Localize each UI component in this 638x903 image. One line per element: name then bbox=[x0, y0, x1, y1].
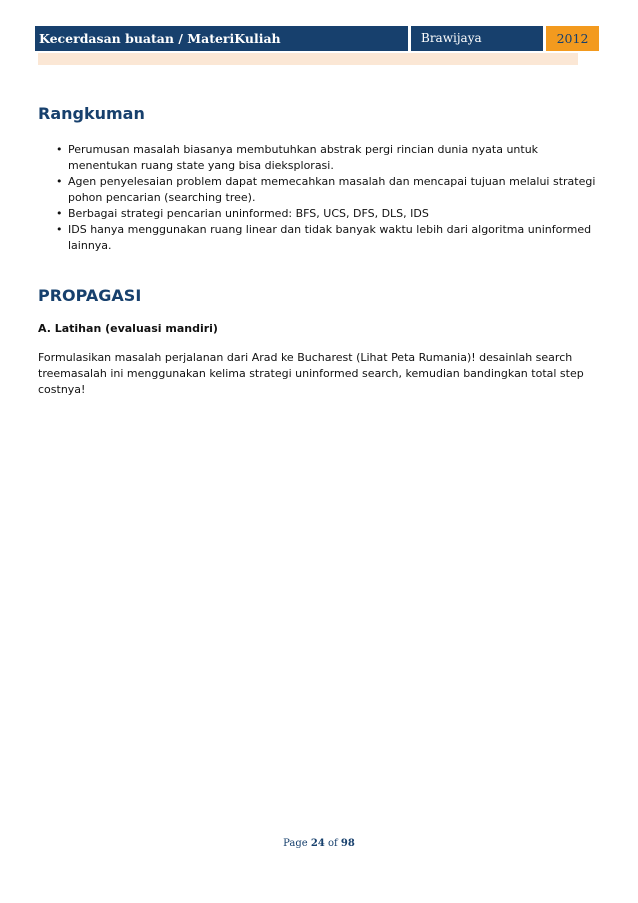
page-header bbox=[35, 26, 599, 51]
page-current: 24 bbox=[310, 838, 325, 849]
list-item-text: Agen penyelesaian problem dapat memecahkan masalah dan mencapai tujuan melalui strategi pohon pencarian (searching tree). bbox=[68, 175, 596, 204]
propagasi-heading: PROPAGASI bbox=[38, 286, 142, 305]
list-item-text: IDS hanya menggunakan ruang linear dan tidak banyak waktu lebih dari algoritma uninformed lainnya. bbox=[68, 223, 592, 252]
list-item bbox=[42, 142, 602, 174]
page-total: 98 bbox=[340, 838, 355, 849]
bullet-icon: • bbox=[56, 143, 63, 156]
list-item bbox=[42, 206, 602, 222]
rangkuman-heading: Rangkuman bbox=[38, 104, 145, 123]
exercise-subheading: A. Latihan (evaluasi mandiri) bbox=[38, 322, 218, 335]
page-label: Page bbox=[283, 838, 308, 849]
header-title: Kecerdasan buatan / MateriKuliah bbox=[35, 26, 408, 51]
list-item-text: Perumusan masalah biasanya membutuhkan abstrak pergi rincian dunia nyata untuk menentukan ruang state yang bisa dieksplorasi. bbox=[68, 143, 539, 172]
of-label: of bbox=[328, 838, 338, 849]
list-item bbox=[42, 222, 602, 254]
page-footer bbox=[0, 838, 638, 849]
exercise-paragraph: Formulasikan masalah perjalanan dari Arad ke Bucharest (Lihat Peta Rumania)! desainlah search treemasalah ini menggunakan kelima strategi uninformed search, kemudian bandingkan total step costnya! bbox=[38, 351, 584, 396]
header-university: Brawijaya bbox=[408, 26, 543, 51]
list-item-text: Berbagai strategi pencarian uninformed: BFS, UCS, DFS, DLS, IDS bbox=[68, 207, 429, 220]
header-accent-bar bbox=[38, 53, 578, 65]
bullet-icon: • bbox=[56, 223, 63, 236]
rangkuman-list bbox=[42, 142, 602, 254]
bullet-icon: • bbox=[56, 175, 63, 188]
header-year: 2012 bbox=[543, 26, 599, 51]
list-item bbox=[42, 174, 602, 206]
bullet-icon: • bbox=[56, 207, 63, 220]
